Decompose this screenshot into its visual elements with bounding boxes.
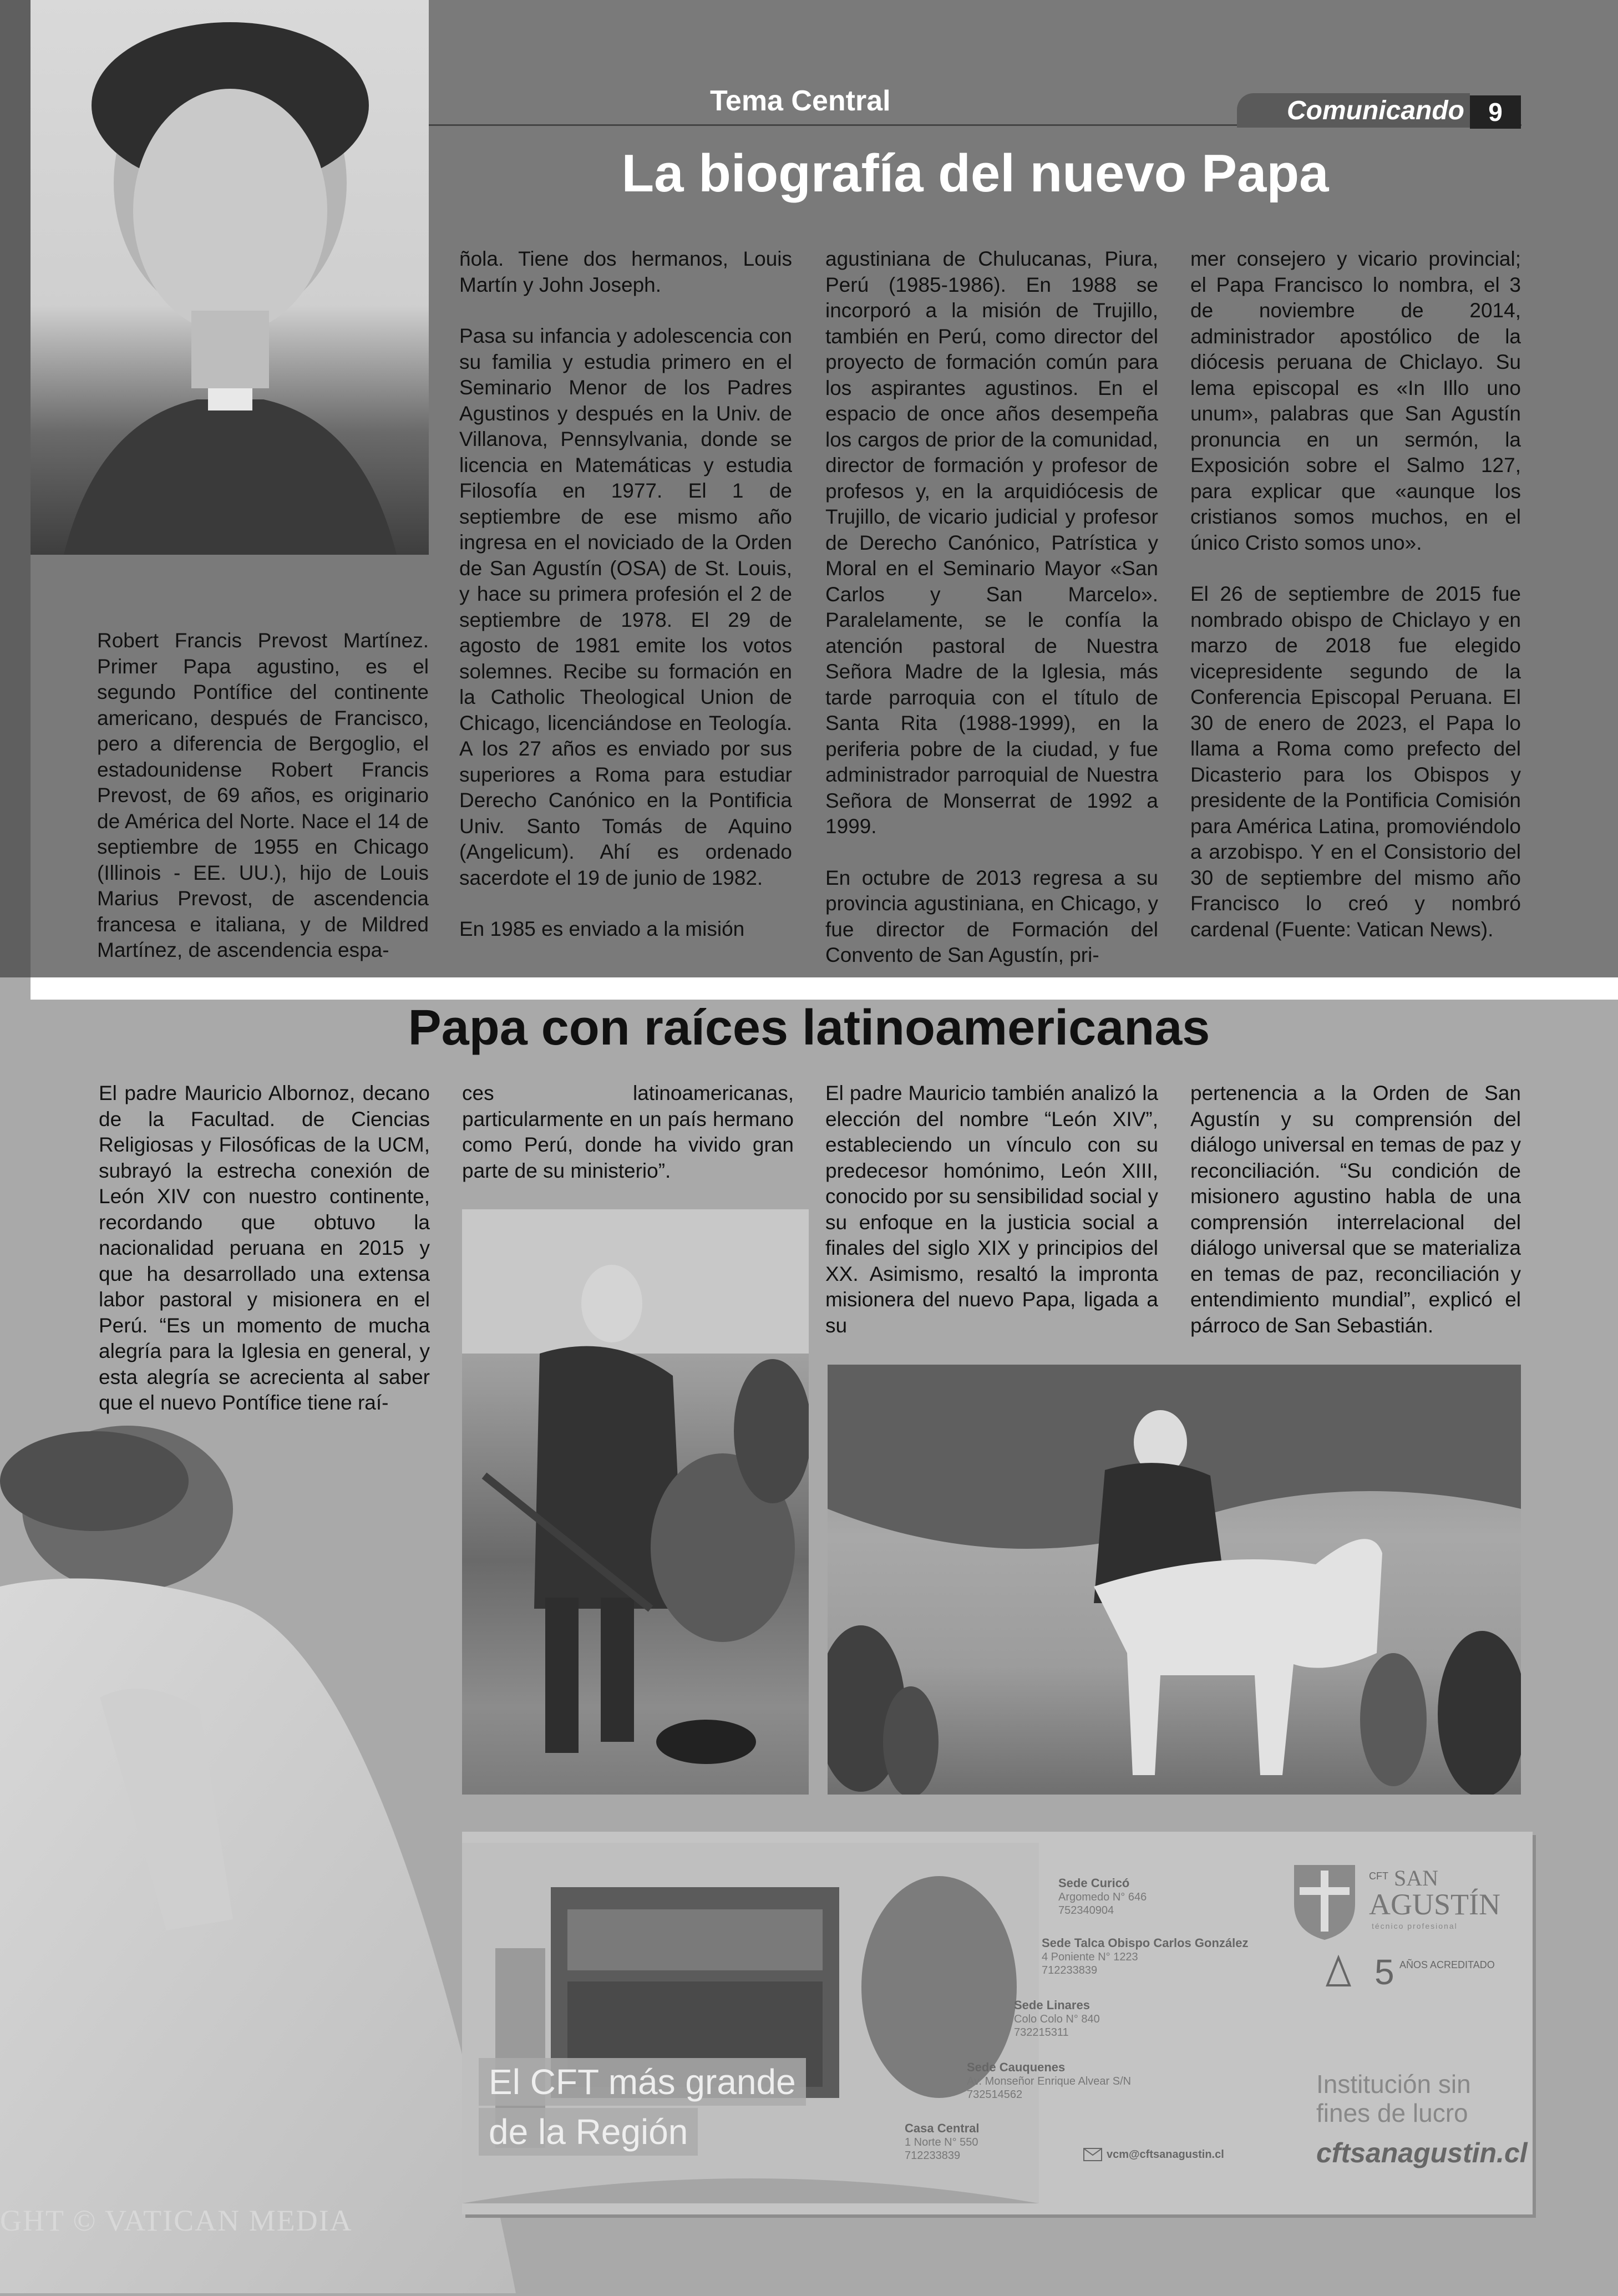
article1-column-2 — [825, 246, 1158, 969]
photo-credit: GHT © VATICAN MEDIA — [0, 2204, 353, 2237]
cft-logo — [1289, 1859, 1516, 1943]
ad-headline-line2: de la Región — [479, 2108, 698, 2156]
tree-planting-illustration — [462, 1209, 809, 1795]
horse-riding-illustration — [828, 1365, 1521, 1795]
sede-phone: 712233839 — [1042, 1964, 1098, 1976]
background-cardinal-image — [0, 1420, 521, 2293]
sede-cauquenes — [967, 2060, 1131, 2101]
sede-address: 4 Poniente N° 1223 — [1042, 1951, 1138, 1963]
article2-column-3: El padre Mauricio también analizó la elección del nombre “León XIV”, estableciendo un vínculo con su predecesor homónimo, León XIII, conocido por su sensibilidad social y su enfoque en la justicia social a finales del siglo XIX y principios del XX. Asimismo, resaltó la impronta misionera del nuevo Papa, ligada a su — [825, 1082, 1158, 1337]
article1-col2-paragraph: En octubre de 2013 regresa a su provincia agustiniana, en Chicago, y fue director de Formación del Convento de San Agustín, pri- — [825, 866, 1158, 966]
sede-name: Sede Curicó — [1058, 1876, 1130, 1890]
nonprofit-tagline-1: Institución sin — [1316, 2070, 1471, 2099]
casa-central — [905, 2121, 980, 2162]
accreditation-number: 5 — [1374, 1952, 1394, 1992]
sede-name: Sede Talca Obispo Carlos González — [1042, 1936, 1249, 1950]
horse-riding-photo — [828, 1365, 1521, 1795]
article1-column-1 — [459, 246, 792, 942]
publication-name: Comunicando — [1287, 96, 1464, 125]
mail-icon — [1083, 2148, 1102, 2161]
article1-col3-paragraph: El 26 de septiembre de 2015 fue nombrado obispo de Chiclayo y en marzo de 2018 fue elegido vicepresidente segundo de la Conferencia Episcopal Peruana. El 30 de enero de 2023, el Papa lo llama a Roma como prefecto del Dicasterio para los Obispos y presidente de la Pontificia Comisión para América Latina, promoviéndolo a arzobispo. Y en el Consistorio del 30 de septiembre del mismo año Francisco lo creó y nombró cardenal (Fuente: Vatican News). — [1190, 582, 1521, 941]
sede-address: Argomedo N° 646 — [1058, 1891, 1147, 1903]
accreditation-badge — [1325, 1952, 1516, 1994]
tree-planting-photo — [462, 1209, 809, 1795]
cft-advertisement[interactable] — [462, 1832, 1533, 2214]
website-link[interactable]: cftsanagustin.cl — [1316, 2137, 1528, 2168]
sede-address: Colo Colo N° 840 — [1014, 2013, 1100, 2025]
article1-col1-paragraph: En 1985 es enviado a la misión — [459, 918, 745, 940]
article2-column-4: pertenencia a la Orden de San Agustín y su comprensión del diálogo universal en temas de paz y reconciliación. “Su condición de misionero agustino habla de una comprensión interrelacional del diálogo universal que se materializa en temas de paz, reconciliación y entendimiento mundial”, explicó el párroco de San Sebastián. — [1190, 1082, 1521, 1337]
logo-name-1: SAN — [1394, 1866, 1439, 1890]
sede-phone: 752340904 — [1058, 1904, 1114, 1917]
cardinal-illustration — [0, 1420, 521, 2293]
article1-title: La biografía del nuevo Papa — [621, 144, 1329, 203]
email-text: vcm@cftsanagustin.cl — [1107, 2148, 1224, 2161]
sede-phone: 732514562 — [967, 2089, 1023, 2101]
sede-address: 1 Norte N° 550 — [905, 2136, 978, 2148]
sede-linares — [1014, 1998, 1100, 2039]
sede-phone: 732215311 — [1014, 2026, 1069, 2039]
article1-col3-paragraph: mer consejero y vicario provincial; el Papa Francisco lo nombra, el 3 de noviembre de 2014, administrador apostólico de la diócesis peruana de Chiclayo. Su lema episcopal es «In Illo uno unum», palabras que San Agustín pronuncia en un sermón, la Exposición sobre el Salmo 127, para explicar que «aunque los cristianos somos muchos, en el único Cristo somos uno». — [1190, 247, 1521, 554]
logo-name-2: AGUSTÍN — [1369, 1888, 1500, 1921]
logo-prefix: CFT — [1369, 1871, 1388, 1882]
ad-headline-line1: El CFT más grande — [479, 2058, 806, 2106]
article1-column-3 — [1190, 246, 1521, 942]
sede-talca — [1042, 1936, 1248, 1977]
sede-name: Sede Cauquenes — [967, 2060, 1066, 2074]
sede-name: Casa Central — [905, 2121, 980, 2135]
logo-tagline: técnico profesional — [1372, 1922, 1458, 1930]
article1-sidebar-text: Robert Francis Prevost Martínez. Primer Papa agustino, es el segundo Pontífice del continente americano, después de Francisco, pero a diferencia de Bergoglio, el estadounidense Robert Francis Prevost, de 69 años, es originario de América del Norte. Nace el 14 de septiembre de 1955 en Chicago (Illinois - EE. UU.), hijo de Louis Marius Prevost, de ascendencia francesa e italiana, y de Mildred Martínez, de ascendencia espa- — [97, 629, 429, 961]
section-label: Tema Central — [710, 85, 891, 117]
email-link[interactable] — [1083, 2148, 1224, 2161]
sede-phone: 712233839 — [905, 2150, 961, 2162]
accreditation-icon — [1325, 1955, 1352, 1988]
nonprofit-tagline-2: fines de lucro — [1316, 2099, 1468, 2127]
article1-col2-paragraph: agustiniana de Chulucanas, Piura, Perú (1985-1986). En 1988 se incorporó a la misión de Trujillo, también en Perú, como director del proyecto de formación común para los aspirantes agustinos. En el espacio de once años desempeña los cargos de prior de la comunidad, director de formación y profesor de profesos y, en la arquidiócesis de Trujillo, de vicario judicial y profesor de Derecho Canónico, Patrística y Moral en el Seminario Mayor «San Carlos y San Marcelo». Paralelamente, se le confía la atención pastoral de Nuestra Señora Madre de la Iglesia, más tarde parroquia con el título de Santa Rita (1988-1999), en la periferia pobre de la ciudad, y fue administrador parroquial de Nuestra Señora de Monserrat de 1992 a 1999. — [825, 247, 1158, 838]
portrait-photo — [31, 0, 429, 555]
sede-curico — [1058, 1876, 1147, 1917]
accreditation-text: AÑOS ACREDITADO — [1399, 1959, 1495, 1970]
article1-col1-paragraph: Pasa su infancia y adolescencia con su familia y estudia primero en el Seminario Menor de los Padres Agustinos y después en la Univ. de Villanova, Pennsylvania, donde se licencia en Matemáticas y estudia Filosofía en 1977. El 1 de septiembre de ese mismo año ingresa en el noviciado de la Orden de San Agustín (OSA) de St. Louis, y hace su primera profesión el 2 de septiembre de 1978. El 29 de agosto de 1981 emite los votos solemnes. Recibe su formación en la Catholic Theological Union de Chicago, licenciándose en Teología. A los 27 años es enviado por sus superiores a Roma para estudiar Derecho Canónico en la Pontificia Univ. Santo Tomás de Aquino (Angelicum). Ahí es ordenado sacerdote el 19 de junio de 1982. — [459, 325, 792, 889]
article2-title: Papa con raíces latinoamericanas — [408, 1000, 1210, 1056]
section-divider — [31, 977, 1618, 1000]
portrait-illustration — [31, 0, 429, 555]
article2-column-2: ces latinoamericanas, particularmente en un país hermano como Perú, donde ha vivido gran parte de su ministerio”. — [462, 1082, 794, 1182]
left-edge-strip — [0, 0, 31, 977]
sede-address: Av. Monseñor Enrique Alvear S/N — [967, 2075, 1132, 2087]
shield-icon — [1289, 1859, 1361, 1943]
article1-col1-paragraph: ñola. Tiene dos hermanos, Louis Martín y John Joseph. — [459, 247, 792, 296]
page-number: 9 — [1470, 95, 1521, 129]
article2-column-1: El padre Mauricio Albornoz, decano de la Facultad. de Ciencias Religiosas y Filosóficas de la UCM, subrayó la estrecha conexión de León XIV con nuestro continente, recordando que obtuvo la nacionalidad peruana en 2015 y que ha desarrollado una extensa labor pastoral y misionera en el Perú. “Es un momento de mucha alegría para la Iglesia en general, y esta alegría se acrecienta al saber que el nuevo Pontífice tiene raí- — [99, 1082, 430, 1414]
sede-name: Sede Linares — [1014, 1998, 1090, 2012]
